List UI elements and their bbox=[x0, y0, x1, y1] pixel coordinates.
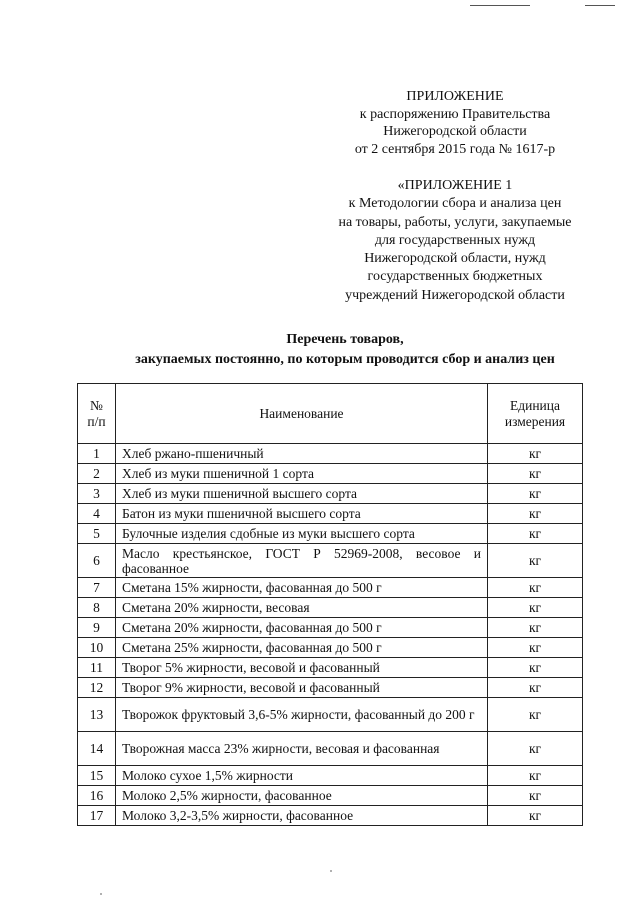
row-number: 7 bbox=[78, 578, 116, 598]
appendix1-line: учреждений Нижегородской области bbox=[345, 287, 565, 303]
row-number: 13 bbox=[78, 698, 116, 732]
table-row bbox=[78, 806, 583, 826]
header-number-sign: № bbox=[90, 397, 103, 413]
row-number: 8 bbox=[78, 598, 116, 618]
appendix1-title: «ПРИЛОЖЕНИЕ 1 bbox=[397, 178, 513, 193]
row-number: 15 bbox=[78, 766, 116, 786]
row-name: Молоко 3,2-3,5% жирности, фасованное bbox=[116, 806, 488, 826]
table-row bbox=[78, 544, 583, 578]
row-unit: кг bbox=[488, 484, 583, 504]
row-number: 6 bbox=[78, 544, 116, 578]
row-name: Творожная масса 23% жирности, весовая и фасованная bbox=[116, 732, 488, 766]
row-number: 1 bbox=[78, 444, 116, 464]
scan-speck bbox=[100, 893, 102, 895]
table-row bbox=[78, 766, 583, 786]
row-unit: кг bbox=[488, 444, 583, 464]
row-number: 14 bbox=[78, 732, 116, 766]
appendix1-line: государственных бюджетных bbox=[367, 269, 543, 285]
table-row bbox=[78, 678, 583, 698]
row-number: 17 bbox=[78, 806, 116, 826]
goods-table bbox=[77, 383, 583, 826]
header-number-abbrev: п/п bbox=[87, 413, 106, 429]
table-row bbox=[78, 658, 583, 678]
row-name: Сметана 20% жирности, весовая bbox=[116, 598, 488, 618]
row-unit: кг bbox=[488, 732, 583, 766]
row-unit: кг bbox=[488, 544, 583, 578]
row-number: 4 bbox=[78, 504, 116, 524]
row-name: Булочные изделия сдобные из муки высшего сорта bbox=[116, 524, 488, 544]
row-number: 11 bbox=[78, 658, 116, 678]
row-unit: кг bbox=[488, 698, 583, 732]
row-name: Хлеб из муки пшеничной высшего сорта bbox=[116, 484, 488, 504]
row-number: 5 bbox=[78, 524, 116, 544]
table-row bbox=[78, 618, 583, 638]
table-row bbox=[78, 464, 583, 484]
scan-speck bbox=[330, 870, 332, 872]
row-number: 16 bbox=[78, 786, 116, 806]
row-number: 10 bbox=[78, 638, 116, 658]
row-number: 9 bbox=[78, 618, 116, 638]
row-number: 12 bbox=[78, 678, 116, 698]
document-title bbox=[60, 330, 630, 370]
row-unit: кг bbox=[488, 658, 583, 678]
row-unit: кг bbox=[488, 806, 583, 826]
row-name: Сметана 20% жирности, фасованная до 500 г bbox=[116, 618, 488, 638]
row-number: 3 bbox=[78, 484, 116, 504]
table-row bbox=[78, 504, 583, 524]
top-edge-rule bbox=[585, 5, 615, 6]
appendix-header bbox=[300, 88, 610, 158]
table-row bbox=[78, 524, 583, 544]
row-name: Масло крестьянское, ГОСТ Р 52969-2008, весовое и фасованное bbox=[116, 544, 488, 578]
appendix1-line: Нижегородской области, нужд bbox=[364, 251, 546, 267]
header-name: Наименование bbox=[116, 384, 488, 444]
row-name: Хлеб из муки пшеничной 1 сорта bbox=[116, 464, 488, 484]
appendix-date-line: от 2 сентября 2015 года № 1617-р bbox=[354, 141, 556, 157]
header-unit-line: Единица bbox=[509, 397, 560, 413]
title-line: закупаемых постоянно, по которым проводится сбор и анализ цен bbox=[135, 352, 555, 367]
header-unit bbox=[488, 384, 583, 444]
row-number: 2 bbox=[78, 464, 116, 484]
row-unit: кг bbox=[488, 786, 583, 806]
appendix1-line: для государственных нужд bbox=[374, 232, 536, 248]
title-line: Перечень товаров, bbox=[286, 332, 404, 347]
row-unit: кг bbox=[488, 618, 583, 638]
appendix-ref-line: Нижегородской области bbox=[383, 124, 527, 139]
table-row bbox=[78, 598, 583, 618]
table-row bbox=[78, 444, 583, 464]
row-name: Молоко сухое 1,5% жирности bbox=[116, 766, 488, 786]
table-row bbox=[78, 578, 583, 598]
appendix1-header bbox=[300, 177, 610, 305]
row-name: Хлеб ржано-пшеничный bbox=[116, 444, 488, 464]
row-unit: кг bbox=[488, 598, 583, 618]
top-edge-rule bbox=[470, 5, 530, 6]
row-unit: кг bbox=[488, 524, 583, 544]
appendix1-line: к Методологии сбора и анализа цен bbox=[348, 196, 562, 212]
row-name: Творог 9% жирности, весовой и фасованный bbox=[116, 678, 488, 698]
appendix-ref-line: к распоряжению Правительства bbox=[359, 106, 551, 122]
row-name: Творог 5% жирности, весовой и фасованный bbox=[116, 658, 488, 678]
row-name: Сметана 25% жирности, фасованная до 500 г bbox=[116, 638, 488, 658]
appendix-title: ПРИЛОЖЕНИЕ bbox=[406, 89, 504, 104]
header-unit-line: измерения bbox=[504, 413, 566, 429]
row-name: Молоко 2,5% жирности, фасованное bbox=[116, 786, 488, 806]
row-unit: кг bbox=[488, 464, 583, 484]
row-unit: кг bbox=[488, 766, 583, 786]
row-unit: кг bbox=[488, 678, 583, 698]
appendix1-line: на товары, работы, услуги, закупаемые bbox=[338, 214, 572, 230]
row-unit: кг bbox=[488, 638, 583, 658]
row-unit: кг bbox=[488, 504, 583, 524]
table-row bbox=[78, 484, 583, 504]
row-name: Творожок фруктовый 3,6-5% жирности, фасованный до 200 г bbox=[116, 698, 488, 732]
table-row bbox=[78, 638, 583, 658]
header-number bbox=[78, 384, 116, 444]
row-name: Сметана 15% жирности, фасованная до 500 г bbox=[116, 578, 488, 598]
table-header-row bbox=[78, 384, 583, 444]
table-row bbox=[78, 786, 583, 806]
row-unit: кг bbox=[488, 578, 583, 598]
table-row bbox=[78, 732, 583, 766]
row-name: Батон из муки пшеничной высшего сорта bbox=[116, 504, 488, 524]
table-row bbox=[78, 698, 583, 732]
